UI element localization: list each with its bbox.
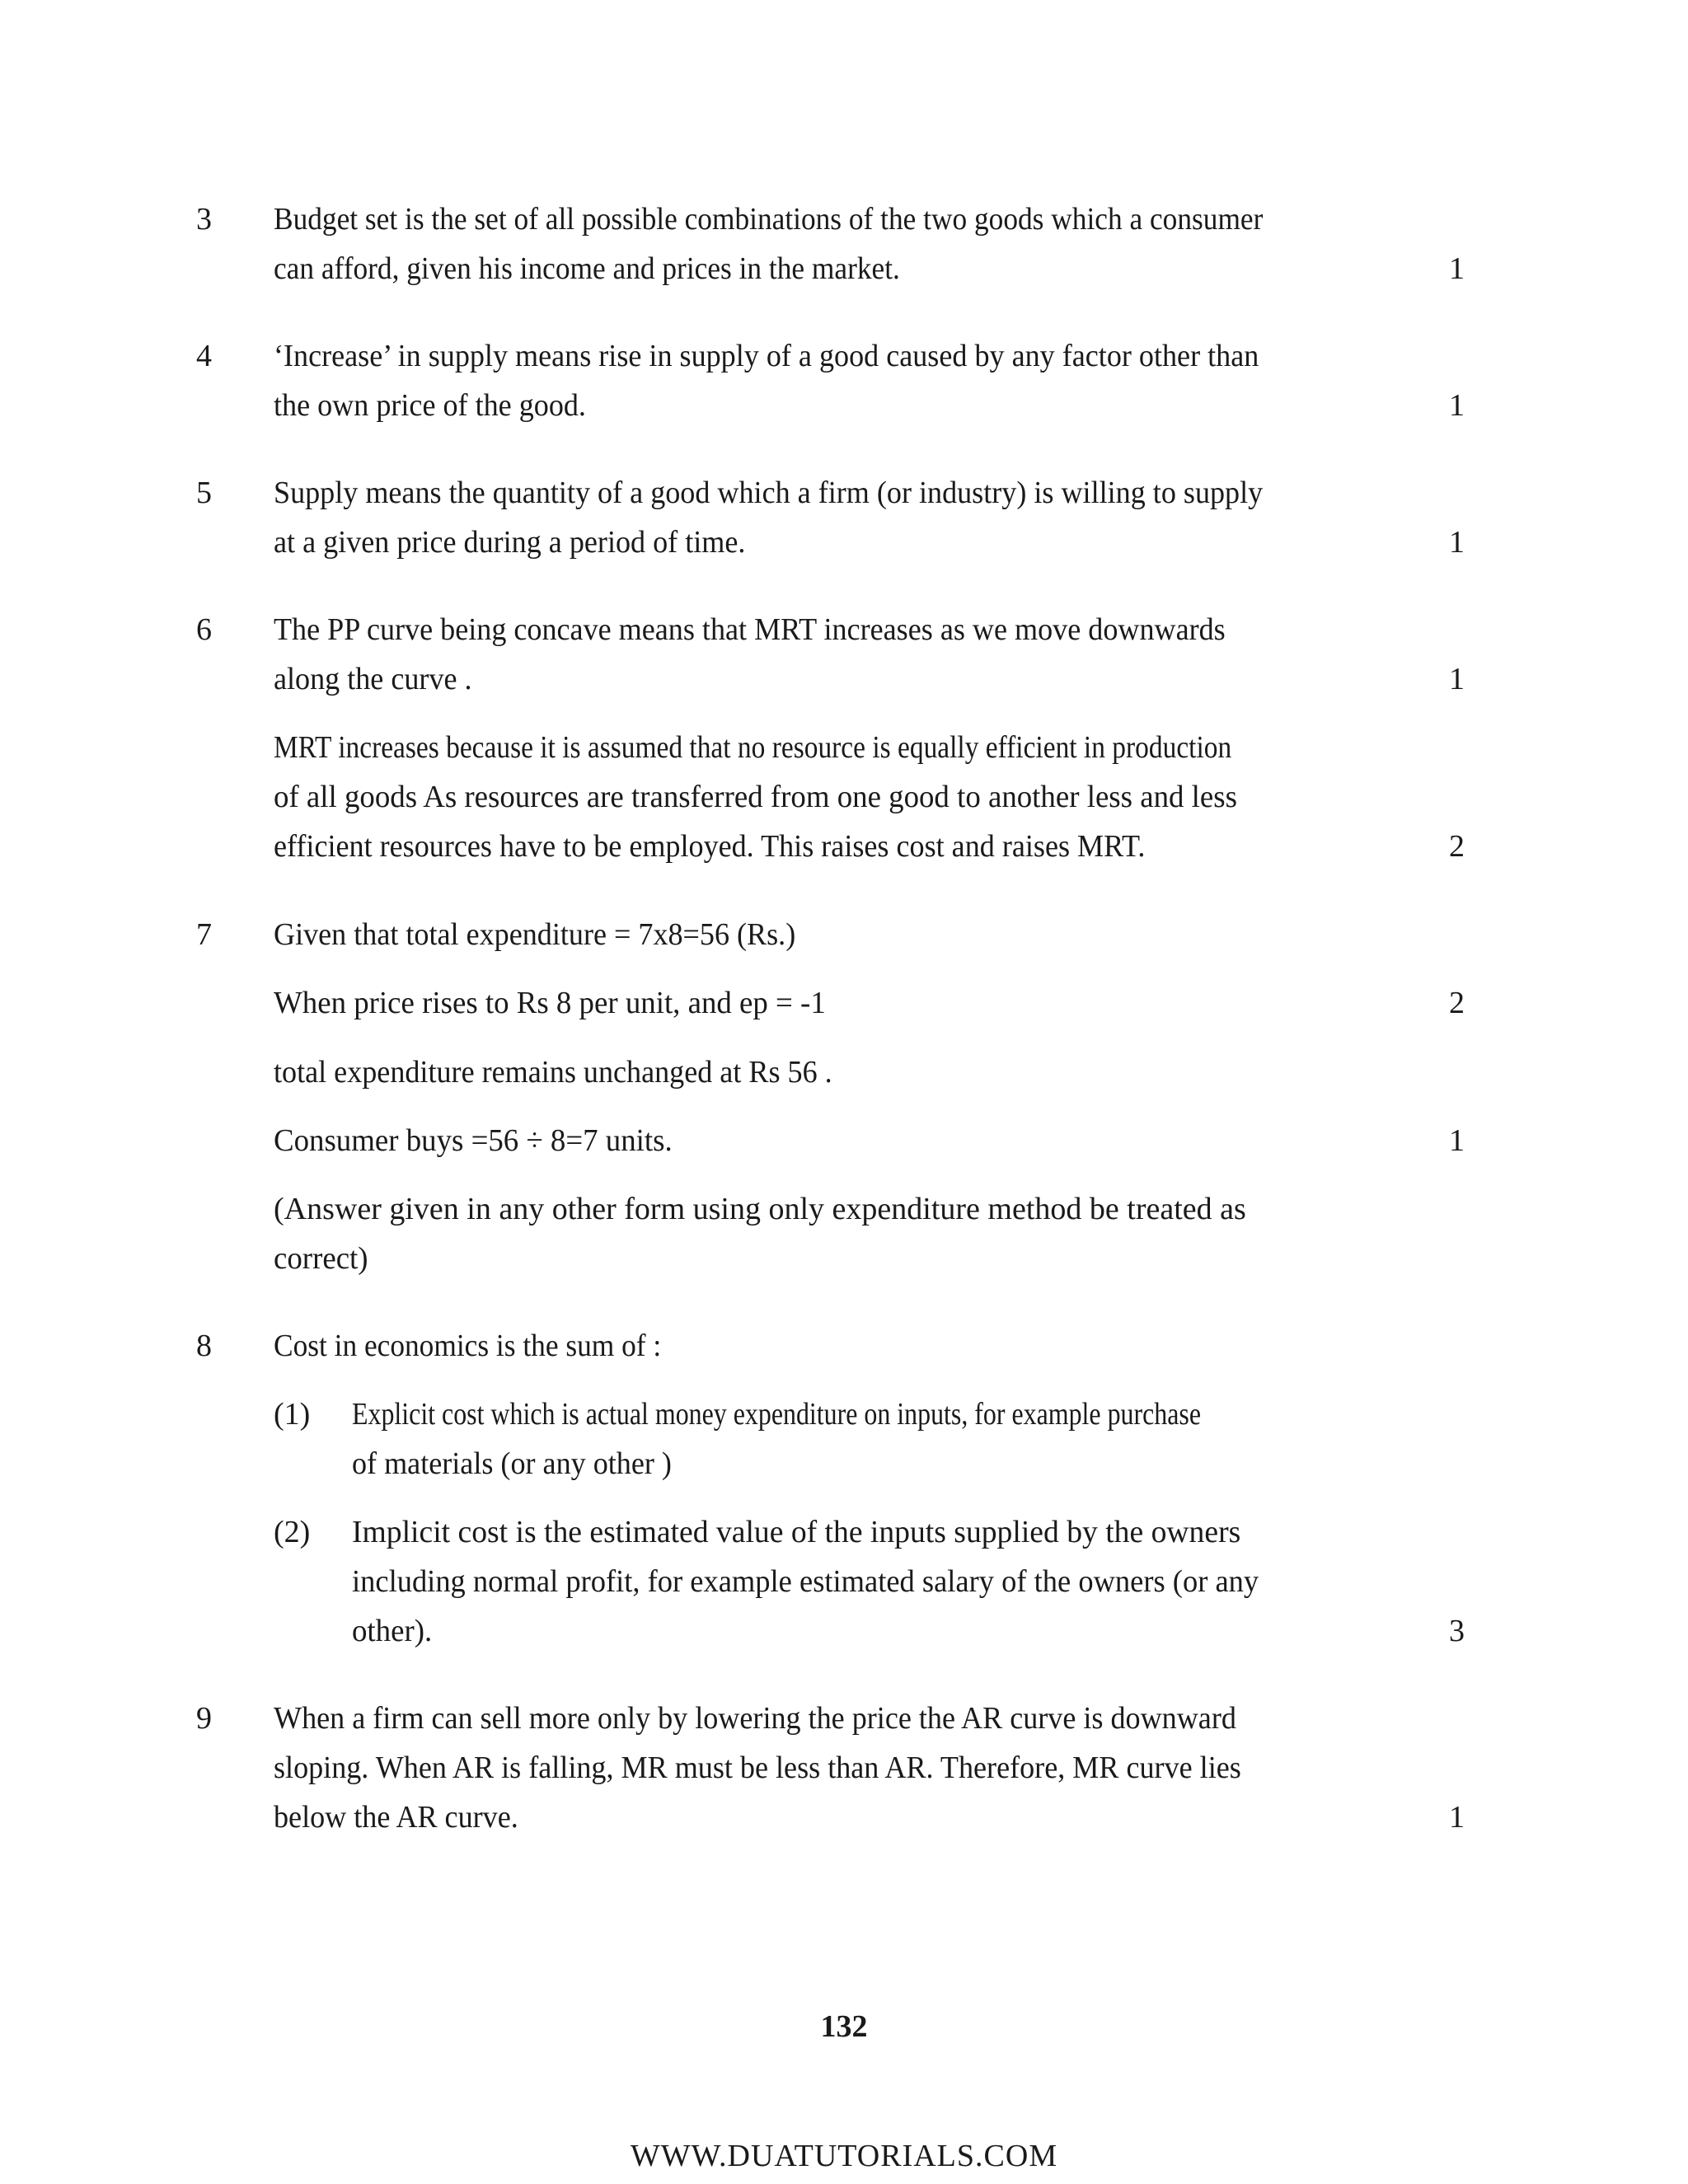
- sub-item-text-line: Implicit cost is the estimated value of the inputs supplied by the owners: [352, 1515, 1241, 1549]
- item-number: 3: [196, 202, 212, 237]
- item-text-line: at a given price during a period of time.: [274, 525, 746, 560]
- item-text-line: When price rises to Rs 8 per unit, and ep = -1: [274, 986, 826, 1020]
- item-text-line: When a firm can sell more only by lowering the price the AR curve is downward: [274, 1701, 1236, 1736]
- page-number: 132: [820, 2009, 868, 2044]
- sub-item-label: (2): [274, 1515, 311, 1549]
- item-text-line: sloping. When AR is falling, MR must be less than AR. Therefore, MR curve lies: [274, 1750, 1241, 1785]
- item-text-line: Given that total expenditure = 7x8=56 (Rs.): [274, 917, 796, 952]
- item-number: 9: [196, 1701, 212, 1736]
- item-mark: 3: [1449, 1614, 1465, 1648]
- item-mark: 1: [1449, 1800, 1465, 1835]
- item-text-line: efficient resources have to be employed. This raises cost and raises MRT.: [274, 829, 1146, 864]
- footer-website: WWW.DUATUTORIALS.COM: [630, 2139, 1058, 2173]
- sub-item-text-line: Explicit cost which is actual money expenditure on inputs, for example purchase: [352, 1397, 1202, 1432]
- item-text-line: the own price of the good.: [274, 388, 586, 423]
- item-mark: 1: [1449, 388, 1465, 423]
- sub-item-label: (1): [274, 1397, 311, 1432]
- sub-item-text-line: other).: [352, 1614, 433, 1648]
- item-text-line: along the curve .: [274, 662, 472, 696]
- item-text-line: MRT increases because it is assumed that no resource is equally efficient in production: [274, 730, 1232, 765]
- item-number: 5: [196, 476, 212, 510]
- item-text-line: Cost in economics is the sum of :: [274, 1329, 662, 1363]
- item-mark: 1: [1449, 662, 1465, 696]
- item-mark: 2: [1449, 829, 1465, 864]
- item-mark: 1: [1449, 525, 1465, 560]
- item-number: 8: [196, 1329, 212, 1363]
- item-mark: 1: [1449, 1123, 1465, 1158]
- item-text-line: ‘Increase’ in supply means rise in supply of a good caused by any factor other than: [274, 339, 1259, 373]
- item-text-line: Budget set is the set of all possible combinations of the two goods which a consumer: [274, 202, 1264, 237]
- item-text-line: can afford, given his income and prices in the market.: [274, 251, 900, 286]
- item-number: 4: [196, 339, 212, 373]
- sub-item-text-line: of materials (or any other ): [352, 1446, 672, 1481]
- item-mark: 2: [1449, 986, 1465, 1020]
- item-text-line: total expenditure remains unchanged at Rs 56 .: [274, 1055, 832, 1090]
- item-text-line: Supply means the quantity of a good which a firm (or industry) is willing to supply: [274, 476, 1264, 510]
- item-text-line: The PP curve being concave means that MRT increases as we move downwards: [274, 612, 1226, 647]
- item-note-line: correct): [274, 1241, 368, 1276]
- item-number: 6: [196, 612, 212, 647]
- item-text-line: Consumer buys =56 ÷ 8=7 units.: [274, 1123, 673, 1158]
- sub-item-text-line: including normal profit, for example estimated salary of the owners (or any: [352, 1564, 1259, 1599]
- item-number: 7: [196, 917, 212, 952]
- item-mark: 1: [1449, 251, 1465, 286]
- item-text-line: of all goods As resources are transferred from one good to another less and less: [274, 780, 1237, 814]
- item-text-line: below the AR curve.: [274, 1800, 518, 1835]
- item-note-line: (Answer given in any other form using only expenditure method be treated as: [274, 1192, 1246, 1226]
